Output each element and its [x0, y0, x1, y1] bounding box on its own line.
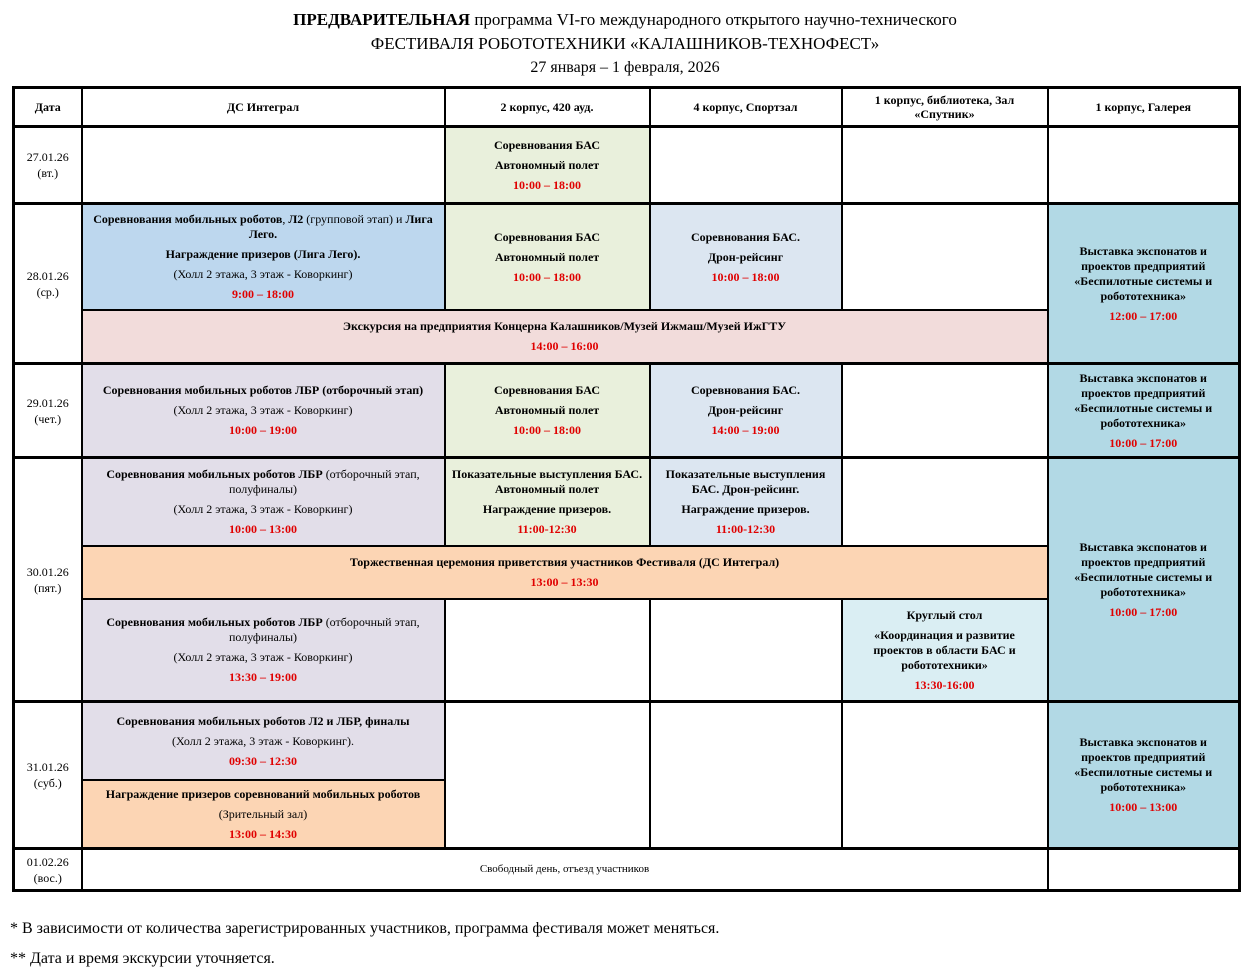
- event-line: [89, 502, 438, 517]
- event-line: [89, 403, 438, 418]
- title-line-2: ФЕСТИВАЛЯ РОБОТОТЕХНИКИ «КАЛАШНИКОВ-ТЕХНОФЕСТ»: [370, 34, 880, 53]
- event-cell-exhibition: [1048, 204, 1240, 364]
- event-line: [1055, 735, 1233, 795]
- event-line: [89, 423, 438, 438]
- event-text: (Холл 2 этажа, 3 этаж - Коворкинг): [173, 502, 353, 516]
- event-line: [89, 287, 438, 302]
- event-text: Круглый стол: [906, 607, 983, 622]
- event-text: Лига Лего.: [248, 212, 433, 241]
- event-time: 13:30 – 19:00: [229, 670, 297, 684]
- empty-cell: [842, 364, 1048, 458]
- event-line: [452, 383, 643, 398]
- event-text: (Зрительный зал): [218, 806, 308, 821]
- event-line: [452, 138, 643, 153]
- event-cell-drone-racing: [650, 204, 842, 311]
- event-text: Показательные выступления БАС. Дрон-рейсинг.: [665, 467, 826, 496]
- event-cell-free-day: [82, 849, 1048, 891]
- event-time: 13:30-16:00: [914, 677, 975, 692]
- date-cell: [14, 204, 82, 364]
- footnotes: [10, 914, 1250, 974]
- column-header-gallery: 1 корпус, Галерея: [1048, 88, 1240, 127]
- event-time: 10:00 – 13:00: [1109, 800, 1178, 814]
- empty-cell: [1048, 849, 1240, 891]
- event-cell-mobile-robots: [82, 458, 445, 547]
- event-line: [657, 383, 835, 398]
- event-line: [1055, 309, 1233, 324]
- empty-cell: [445, 599, 650, 702]
- event-text: (отборочный этап, полуфиналы): [228, 467, 420, 496]
- event-text: Дрон-рейсинг: [707, 403, 784, 417]
- empty-cell: [842, 702, 1048, 849]
- event-text: Соревнования мобильных роботов ЛБР: [106, 615, 323, 629]
- event-text: Выставка экспонатов и проектов предприятий «Беспилотные системы и робототехника»: [1074, 243, 1213, 303]
- title-dates: 27 января – 1 февраля, 2026: [530, 59, 720, 76]
- event-line: [657, 467, 835, 497]
- row-28-01: [14, 204, 1240, 311]
- event-time: 10:00 – 18:00: [513, 177, 581, 192]
- date-weekday: (чет.): [34, 411, 62, 426]
- event-text: Соревнования БАС.: [690, 229, 801, 244]
- column-header-bldg4: 4 корпус, Спортзал: [650, 88, 842, 127]
- footnote-2: ** Дата и время экскурсии уточняется.: [10, 950, 275, 967]
- event-time: 10:00 – 17:00: [1109, 435, 1178, 450]
- event-line: [89, 734, 438, 749]
- event-text: Соревнования мобильных роботов: [93, 212, 283, 226]
- empty-cell: [1048, 127, 1240, 204]
- event-text: Награждение призеров.: [681, 502, 810, 516]
- row-31-01: [14, 702, 1240, 781]
- event-line: [89, 383, 438, 398]
- date-value: 31.01.26: [26, 760, 69, 774]
- event-text: (Холл 2 этажа, 3 этаж - Коворкинг): [173, 650, 353, 664]
- header-row: [14, 88, 1240, 127]
- event-text: (Холл 2 этажа, 3 этаж - Коворкинг): [173, 267, 353, 281]
- event-text: Соревнования мобильных роботов ЛБР (отборочный этап): [102, 383, 424, 397]
- event-cell-awards: [82, 780, 445, 849]
- title-word-preliminary: ПРЕДВАРИТЕЛЬНАЯ: [293, 10, 471, 29]
- event-cell-mobile-robots: [82, 204, 445, 311]
- event-text: Награждение призеров соревнований мобильных роботов: [105, 786, 421, 801]
- event-line: [452, 403, 643, 418]
- event-cell-ceremony: [82, 546, 1048, 599]
- footnote-1: * В зависимости от количества зарегистрированных участников, программа фестиваля может меняться.: [10, 920, 720, 937]
- event-line: [1055, 800, 1233, 815]
- empty-cell: [650, 702, 842, 849]
- event-time: 10:00 – 18:00: [711, 269, 780, 284]
- event-line: [1055, 436, 1233, 451]
- event-line: [452, 467, 643, 497]
- date-value: 01.02.26: [26, 854, 69, 869]
- event-time: 10:00 – 19:00: [229, 423, 297, 437]
- event-text: «Координация и развитие проектов в области БАС и робототехники»: [873, 627, 1016, 672]
- date-value: 30.01.26: [26, 564, 69, 579]
- date-cell: [14, 127, 82, 204]
- event-text: Соревнования БАС: [493, 137, 601, 152]
- date-cell: [14, 849, 82, 891]
- event-cell-mobile-robots: [82, 599, 445, 702]
- title-line-1-rest: программа VI-го международного открытого научно-технического: [470, 10, 957, 29]
- event-time: 13:00 – 14:30: [229, 826, 297, 841]
- date-value: 28.01.26: [26, 268, 69, 283]
- event-cell-bas-flight: [445, 204, 650, 311]
- event-text: Дрон-рейсинг: [707, 249, 784, 264]
- date-value: 29.01.26: [26, 395, 69, 410]
- event-line: [89, 787, 438, 802]
- event-text: Выставка экспонатов и проектов предприятий «Беспилотные системы и робототехника»: [1074, 735, 1213, 794]
- empty-cell: [842, 204, 1048, 311]
- event-cell-excursion: [82, 310, 1048, 364]
- event-text: Награждение призеров.: [482, 502, 612, 516]
- event-time: 09:30 – 12:30: [229, 753, 297, 768]
- event-cell-bas-flight: [445, 364, 650, 458]
- event-text: (групповой этап) и: [303, 212, 406, 226]
- event-text: (Холл 2 этажа, 3 этаж - Коворкинг): [173, 403, 353, 417]
- title-line-1: [0, 8, 1250, 32]
- event-line: [89, 212, 438, 242]
- event-time: 9:00 – 18:00: [232, 287, 294, 301]
- event-cell-bas-flight: [445, 127, 650, 204]
- event-text: Автономный полет: [494, 157, 600, 172]
- event-line: [1055, 244, 1233, 304]
- event-line: [89, 650, 438, 665]
- event-cell-drone-racing: [650, 364, 842, 458]
- event-time: 10:00 – 13:00: [229, 522, 297, 536]
- event-time: 10:00 – 18:00: [513, 269, 581, 284]
- event-text: Торжественная церемония приветствия участников Фестиваля (ДС Интеграл): [349, 555, 780, 569]
- event-text: Соревнования БАС: [493, 383, 601, 397]
- row-01-02: [14, 849, 1240, 891]
- column-header-ds-integral: ДС Интеграл: [82, 88, 445, 127]
- event-line: [89, 339, 1041, 354]
- event-text: Соревнования мобильных роботов ЛБР: [106, 467, 323, 481]
- date-cell: [14, 458, 82, 702]
- event-line: [89, 522, 438, 537]
- column-header-bldg2: 2 корпус, 420 ауд.: [445, 88, 650, 127]
- event-line: [657, 250, 835, 265]
- date-cell: [14, 364, 82, 458]
- event-text: ,: [282, 212, 289, 226]
- event-line: [657, 230, 835, 245]
- event-line: [89, 862, 1041, 877]
- column-header-date: Дата: [14, 88, 82, 127]
- empty-cell: [842, 458, 1048, 547]
- event-time: 13:00 – 13:30: [530, 575, 599, 589]
- event-line: [452, 502, 643, 517]
- event-line: [452, 230, 643, 245]
- event-time: 10:00 – 17:00: [1109, 604, 1178, 619]
- event-line: [89, 827, 438, 842]
- event-line: [89, 575, 1041, 590]
- event-text: Экскурсия на предприятия Концерна Калашников/Музей Ижмаш/Музей ИжГТУ: [342, 319, 787, 333]
- event-text: Свободный день, отъезд участников: [479, 863, 650, 875]
- event-line: [657, 502, 835, 517]
- event-text: Автономный полет: [494, 249, 600, 264]
- event-time: 14:00 – 16:00: [530, 339, 599, 353]
- event-line: [452, 522, 643, 537]
- row-29-01: [14, 364, 1240, 458]
- event-line: [89, 670, 438, 685]
- event-text: Выставка экспонатов и проектов предприятий «Беспилотные системы и робототехника»: [1074, 370, 1213, 430]
- event-time: 11:00-12:30: [517, 522, 577, 536]
- event-line: [452, 423, 643, 438]
- event-text: Выставка экспонатов и проектов предприятий «Беспилотные системы и робототехника»: [1074, 539, 1213, 599]
- event-cell-exhibition: [1048, 458, 1240, 702]
- date-weekday: (пят.): [34, 580, 62, 595]
- event-line: [452, 250, 643, 265]
- row-27-01: [14, 127, 1240, 204]
- event-line: [89, 319, 1041, 334]
- event-text: Показательные выступления БАС. Автономный полет: [451, 467, 643, 496]
- empty-cell: [445, 702, 650, 849]
- event-line: [452, 270, 643, 285]
- event-time: 14:00 – 19:00: [711, 423, 780, 437]
- event-cell-bas-demo: [445, 458, 650, 547]
- event-text: Награждение призеров (Лига Лего).: [165, 247, 361, 261]
- event-line: [657, 522, 835, 537]
- empty-cell: [842, 127, 1048, 204]
- event-line: [89, 467, 438, 497]
- date-weekday: (вт.): [37, 166, 59, 180]
- event-text: Соревнования БАС.: [690, 383, 801, 397]
- event-line: [452, 178, 643, 193]
- event-line: [1055, 540, 1233, 600]
- event-line: [89, 247, 438, 262]
- event-line: [849, 608, 1041, 623]
- date-weekday: (суб.): [33, 776, 62, 790]
- event-line: [89, 555, 1041, 570]
- event-cell-round-table: [842, 599, 1048, 702]
- event-cell-mobile-robots: [82, 364, 445, 458]
- event-line: [89, 807, 438, 822]
- event-line: [89, 615, 438, 645]
- event-text: (отборочный этап, полуфиналы): [228, 615, 420, 644]
- date-value: 27.01.26: [26, 150, 69, 164]
- event-text: Соревнования БАС: [493, 229, 601, 244]
- event-time: 12:00 – 17:00: [1109, 308, 1178, 323]
- event-line: [1055, 605, 1233, 620]
- event-text: Автономный полет: [494, 403, 600, 417]
- date-weekday: (ср.): [36, 284, 59, 299]
- empty-cell: [650, 127, 842, 204]
- column-header-library: 1 корпус, библиотека, Зал «Спутник»: [842, 88, 1048, 127]
- event-text: (Холл 2 этажа, 3 этаж - Коворкинг).: [172, 733, 354, 748]
- row-30-01: [14, 458, 1240, 547]
- empty-cell: [82, 127, 445, 204]
- event-cell-exhibition: [1048, 364, 1240, 458]
- event-cell-finals: [82, 702, 445, 781]
- document-title: [0, 0, 1250, 80]
- event-text: Л2: [288, 212, 304, 226]
- event-time: 10:00 – 18:00: [513, 423, 581, 437]
- event-line: [849, 678, 1041, 693]
- event-time: 11:00-12:30: [715, 522, 776, 536]
- event-line: [657, 403, 835, 418]
- event-line: [89, 714, 438, 729]
- event-cell-drone-demo: [650, 458, 842, 547]
- empty-cell: [650, 599, 842, 702]
- event-line: [849, 628, 1041, 673]
- date-cell: [14, 702, 82, 849]
- event-line: [657, 270, 835, 285]
- event-text: Соревнования мобильных роботов Л2 и ЛБР, финалы: [116, 713, 410, 728]
- event-line: [89, 754, 438, 769]
- event-line: [657, 423, 835, 438]
- event-line: [89, 267, 438, 282]
- schedule-table: [12, 86, 1241, 892]
- event-line: [1055, 371, 1233, 431]
- event-line: [452, 158, 643, 173]
- date-weekday: (вос.): [33, 870, 62, 885]
- event-cell-exhibition: [1048, 702, 1240, 849]
